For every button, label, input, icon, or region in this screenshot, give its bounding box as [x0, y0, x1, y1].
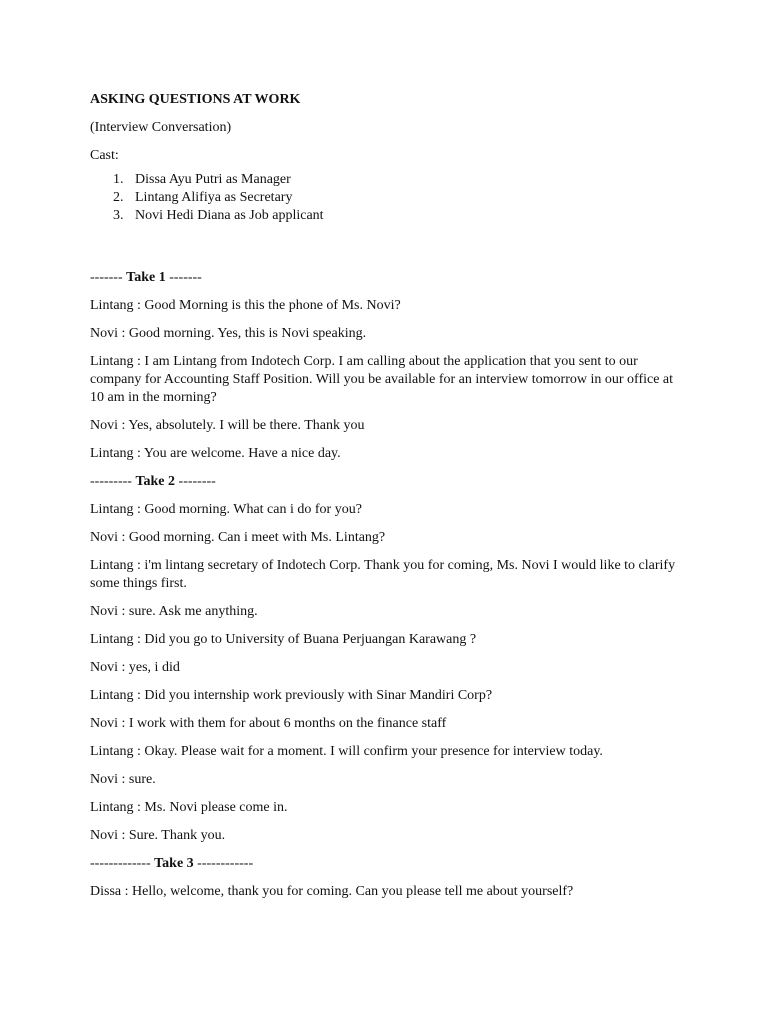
- document-title: ASKING QUESTIONS AT WORK: [90, 92, 301, 107]
- take-heading: [90, 855, 690, 873]
- cast-list: [90, 171, 690, 225]
- dialogue-line: Lintang : i'm lintang secretary of Indotech Corp. Thank you for coming, Ms. Novi I would like to clarify some things first.: [90, 558, 676, 591]
- dialogue-line: Lintang : You are welcome. Have a nice day.: [90, 446, 341, 461]
- dialogue-line: Dissa : Hello, welcome, thank you for coming. Can you please tell me about yourself?: [90, 884, 574, 899]
- dialogue-line: Novi : yes, i did: [90, 660, 180, 675]
- dialogue-line: Novi : Yes, absolutely. I will be there. Thank you: [90, 418, 365, 433]
- dialogue-line: Novi : Good morning. Can i meet with Ms. Lintang?: [90, 530, 386, 545]
- dialogue-line: Novi : sure.: [90, 772, 156, 787]
- take-heading: [90, 269, 690, 287]
- document-body: [90, 91, 690, 911]
- take-dashes: -------: [165, 270, 202, 285]
- cast-item-number: 2.: [113, 190, 124, 205]
- take-dashes: -------------: [90, 856, 155, 871]
- take-label: Take 1: [126, 270, 166, 285]
- document-subtitle: (Interview Conversation): [90, 120, 232, 135]
- cast-item-number: 1.: [113, 172, 124, 187]
- cast-item: [90, 189, 690, 207]
- cast-label: Cast:: [90, 148, 119, 163]
- dialogue-line: Lintang : Good morning. What can i do for you?: [90, 502, 362, 517]
- dialogue-line: Lintang : Ms. Novi please come in.: [90, 800, 288, 815]
- cast-item: [90, 207, 690, 225]
- take-dashes: --------: [175, 474, 216, 489]
- dialogue-line: Lintang : Did you go to University of Buana Perjuangan Karawang ?: [90, 632, 477, 647]
- cast-item-text: Dissa Ayu Putri as Manager: [135, 172, 291, 187]
- cast-item-number: 3.: [113, 208, 124, 223]
- take-label: Take 2: [135, 474, 176, 489]
- cast-item-text: Lintang Alifiya as Secretary: [135, 190, 293, 205]
- take-label: Take 3: [154, 856, 194, 871]
- take-dashes: -------: [90, 270, 127, 285]
- dialogue-line: Lintang : Okay. Please wait for a moment. I will confirm your presence for interview today.: [90, 744, 603, 759]
- take-heading: [90, 473, 690, 491]
- take-dashes: ---------: [90, 474, 136, 489]
- dialogue-line: Novi : Sure. Thank you.: [90, 828, 226, 843]
- take-dashes: ------------: [193, 856, 254, 871]
- dialogue-line: Lintang : Good Morning is this the phone of Ms. Novi?: [90, 298, 401, 313]
- dialogue-line: Novi : sure. Ask me anything.: [90, 604, 258, 619]
- dialogue-line: Lintang : I am Lintang from Indotech Corp. I am calling about the application that you sent to our company for Accounting Staff Position. Will you be available for an interview tomorrow in our office at 10 am in the morning?: [90, 354, 674, 405]
- dialogue-line: Novi : Good morning. Yes, this is Novi speaking.: [90, 326, 367, 341]
- dialogue-line: Lintang : Did you internship work previously with Sinar Mandiri Corp?: [90, 688, 493, 703]
- cast-item: [90, 171, 690, 189]
- cast-item-text: Novi Hedi Diana as Job applicant: [135, 208, 324, 223]
- dialogue-line: Novi : I work with them for about 6 months on the finance staff: [90, 716, 447, 731]
